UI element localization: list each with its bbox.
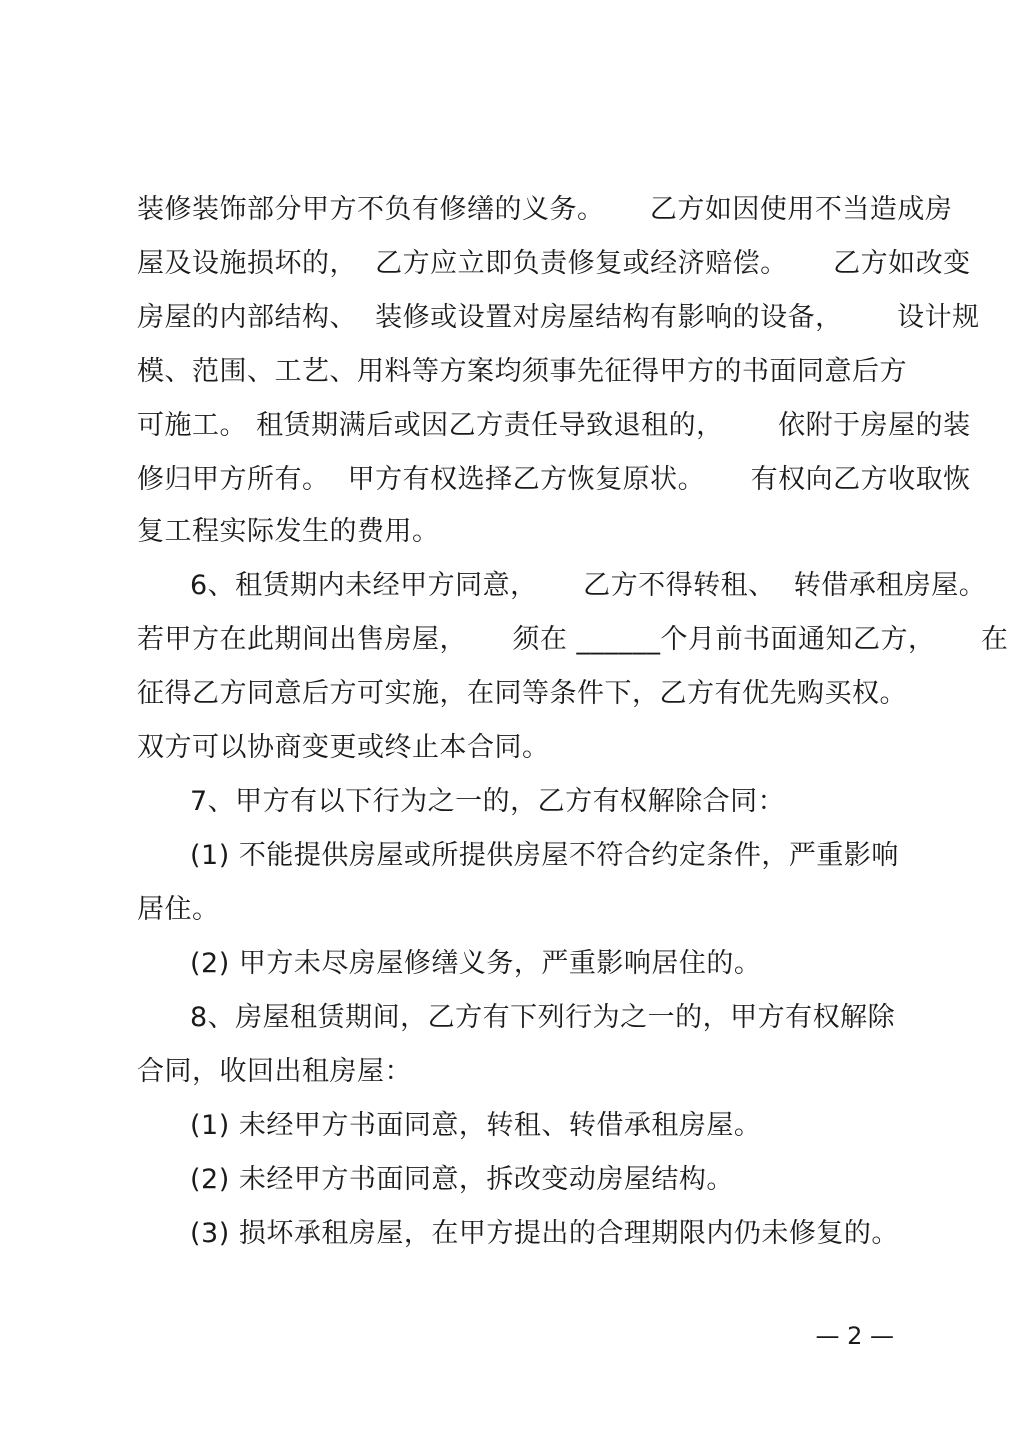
clause-8-item-1: (1) 未经甲方书面同意，转租、转借承租房屋。 — [190, 1110, 762, 1141]
text-line: 模、范围、工艺、用料等方案均须事先征得甲方的书面同意后方 — [137, 356, 907, 387]
clause-8-item-2: (2) 未经甲方书面同意，拆改变动房屋结构。 — [190, 1164, 734, 1195]
clause-7-item-2: (2) 甲方未尽房屋修缮义务，严重影响居住的。 — [190, 948, 762, 979]
page-number: — 2 — — [815, 1322, 894, 1350]
text-line: 征得乙方同意后方可实施，在同等条件下，乙方有优先购买权。 — [137, 678, 907, 709]
clause-7-item-1: (1) 不能提供房屋或所提供房屋不符合约定条件，严重影响 — [190, 840, 899, 871]
text-line: 修归甲方所有。 甲方有权选择乙方恢复原状。 有权向乙方收取恢 — [137, 464, 971, 495]
text-line: 可施工。 租赁期满后或因乙方责任导致退租的， 依附于房屋的装 — [137, 410, 971, 441]
text-line: 居住。 — [137, 894, 220, 925]
clause-8-heading: 8、房屋租赁期间，乙方有下列行为之一的，甲方有权解除 — [190, 1002, 896, 1033]
text-line: 装修装饰部分甲方不负有修缮的义务。 乙方如因使用不当造成房 — [137, 194, 953, 225]
clause-8-item-3: (3) 损坏承租房屋，在甲方提出的合理期限内仍未修复的。 — [190, 1218, 899, 1249]
clause-6-heading: 6、租赁期内未经甲方同意， 乙方不得转租、 转借承租房屋。 — [190, 570, 987, 601]
clause-7-heading: 7、甲方有以下行为之一的，乙方有权解除合同： — [190, 786, 786, 817]
text-line: 若甲方在此期间出售房屋， 须在 ______个月前书面通知乙方， 在 — [137, 624, 1009, 655]
text-line: 复工程实际发生的费用。 — [137, 516, 440, 547]
text-line: 房屋的内部结构、 装修或设置对房屋结构有影响的设备， 设计规 — [137, 302, 980, 333]
text-line: 双方可以协商变更或终止本合同。 — [137, 732, 550, 763]
text-line: 合同，收回出租房屋： — [137, 1056, 412, 1087]
text-line: 屋及设施损坏的， 乙方应立即负责修复或经济赔偿。 乙方如改变 — [137, 248, 971, 279]
